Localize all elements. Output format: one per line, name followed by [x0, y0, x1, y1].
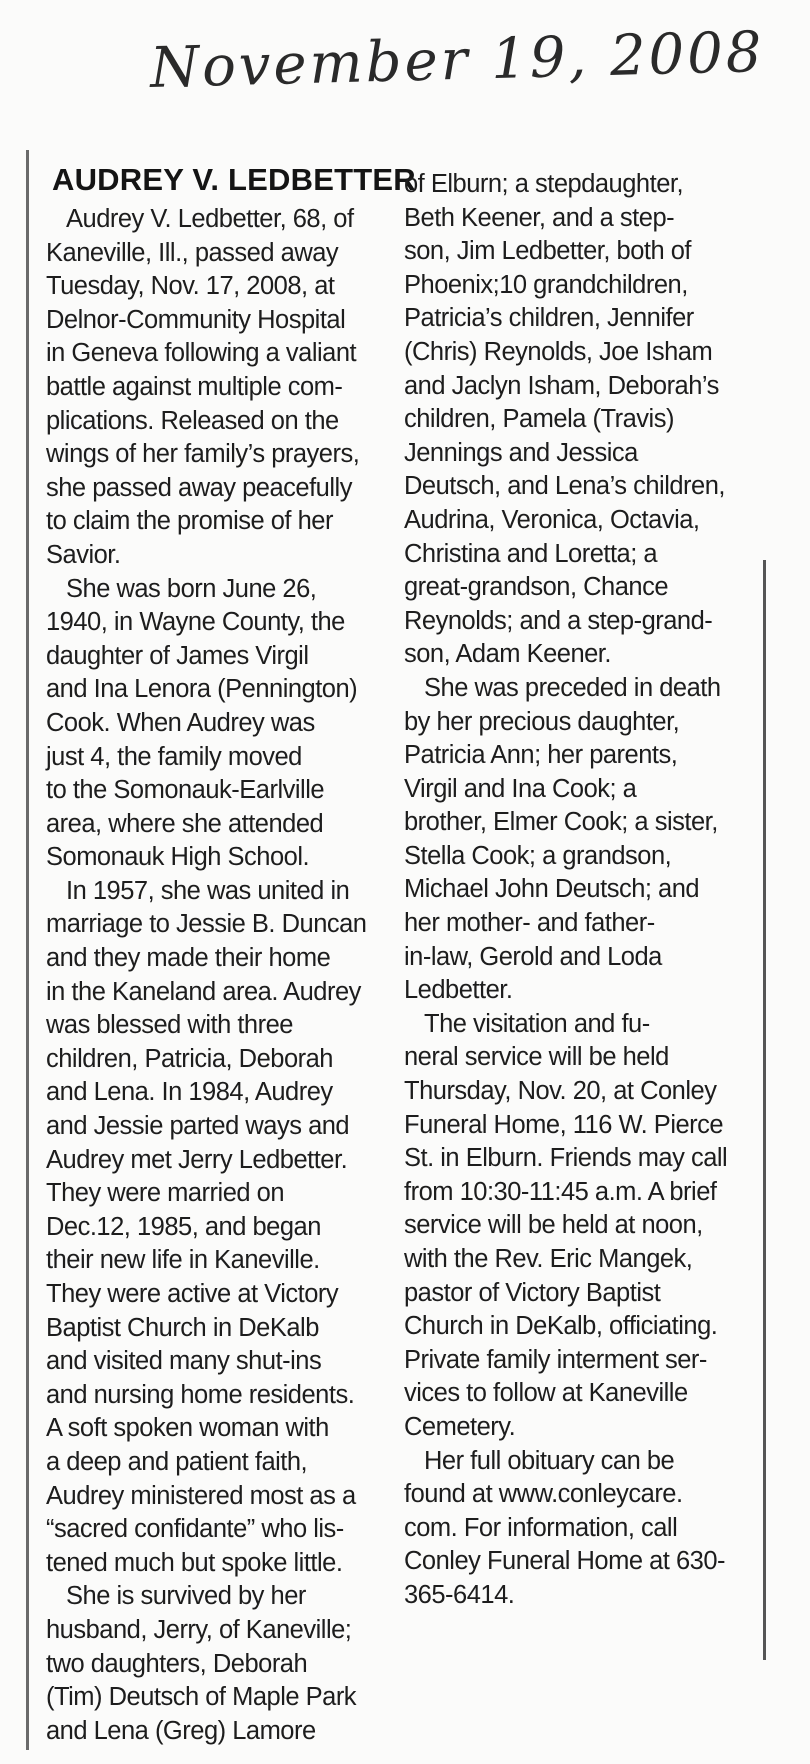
- text-line: Delnor-Community Hospital: [46, 305, 346, 334]
- text-line: Phoenix;10 grandchildren,: [404, 270, 688, 299]
- text-line: Audrey V. Ledbetter, 68, of: [66, 205, 354, 233]
- text-line: she passed away peacefully: [46, 473, 352, 502]
- text-line: Her full obituary can be: [424, 1446, 675, 1475]
- text-line: Cook. When Audrey was: [46, 708, 315, 737]
- text-line: in the Kaneland area. Audrey: [46, 977, 361, 1006]
- text-line: “sacred confidante” who lis-: [46, 1515, 344, 1544]
- text-line: Funeral Home, 116 W. Pierce: [404, 1110, 724, 1139]
- text-line: from 10:30-11:45 a.m. A brief: [404, 1177, 717, 1206]
- text-line: In 1957, she was united in: [66, 876, 350, 905]
- text-line: just 4, the family moved: [46, 742, 302, 771]
- text-line: in-law, Gerold and Loda: [404, 942, 662, 971]
- text-line: Ledbetter.: [404, 976, 513, 1005]
- text-line: to claim the promise of her: [46, 507, 333, 536]
- text-line: A soft spoken woman with: [46, 1414, 329, 1443]
- text-line: Cemetery.: [404, 1412, 516, 1441]
- text-line: in Geneva following a valiant: [46, 339, 357, 368]
- text-line: son, Adam Keener.: [404, 640, 611, 669]
- text-line: She is survived by her: [66, 1582, 306, 1611]
- text-line: battle against multiple com-: [46, 372, 343, 401]
- text-line: two daughters, Deborah: [46, 1649, 308, 1678]
- text-line: found at www.conleycare.: [404, 1480, 683, 1509]
- text-line: pastor of Victory Baptist: [404, 1278, 661, 1307]
- text-line: a deep and patient faith,: [46, 1447, 308, 1476]
- text-line: son, Jim Ledbetter, both of: [404, 237, 692, 266]
- text-line: (Tim) Deutsch of Maple Park: [46, 1683, 357, 1712]
- text-line: children, Pamela (Travis): [404, 405, 674, 434]
- text-line: Audrey met Jerry Ledbetter.: [46, 1145, 348, 1174]
- text-line: brother, Elmer Cook; a sister,: [404, 808, 718, 837]
- text-line: Christina and Loretta; a: [404, 539, 658, 568]
- text-line: Audrey ministered most as a: [46, 1481, 356, 1510]
- text-line: Reynolds; and a step-grand-: [404, 606, 713, 635]
- text-line: Jennings and Jessica: [404, 438, 638, 467]
- text-line: They were married on: [46, 1179, 285, 1208]
- text-line: daughter of James Virgil: [46, 641, 309, 670]
- text-line: Church in DeKalb, officiating.: [404, 1312, 718, 1341]
- text-line: Somonauk High School.: [46, 843, 310, 872]
- text-line: tened much but spoke little.: [46, 1548, 343, 1577]
- text-line: wings of her family’s prayers,: [46, 440, 360, 469]
- text-line: She was born June 26,: [66, 574, 317, 603]
- text-line: Conley Funeral Home at 630-: [404, 1547, 726, 1576]
- text-line: their new life in Kaneville.: [46, 1246, 320, 1275]
- text-line: Stella Cook; a grandson,: [404, 841, 672, 870]
- text-line: service will be held at noon,: [404, 1211, 703, 1240]
- text-line: Baptist Church in DeKalb: [46, 1313, 319, 1342]
- text-line: Dec.12, 1985, and began: [46, 1212, 321, 1241]
- text-line: She was preceded in death: [424, 673, 721, 702]
- text-line: and Jaclyn Isham, Deborah’s: [404, 371, 719, 400]
- right-text-column: [404, 168, 774, 1613]
- text-line: plications. Released on the: [46, 406, 339, 435]
- text-line: marriage to Jessie B. Duncan: [46, 910, 367, 939]
- text-line: Patricia Ann; her parents,: [404, 741, 678, 770]
- text-line: Patricia’s children, Jennifer: [404, 304, 694, 333]
- text-line: Private family interment ser-: [404, 1345, 707, 1374]
- left-text-column: [46, 203, 391, 1748]
- text-line: (Chris) Reynolds, Joe Isham: [404, 337, 713, 366]
- text-line: and Lena. In 1984, Audrey: [46, 1078, 333, 1107]
- text-line: Deutsch, and Lena’s children,: [404, 472, 725, 501]
- text-line: children, Patricia, Deborah: [46, 1044, 333, 1073]
- text-line: and Lena (Greg) Lamore: [46, 1716, 316, 1745]
- text-line: Kaneville, Ill., passed away: [46, 238, 339, 267]
- text-line: and Jessie parted ways and: [46, 1112, 350, 1141]
- text-line: The visitation and fu-: [424, 1009, 650, 1038]
- left-column-rule: [26, 150, 29, 1750]
- text-line: husband, Jerry, of Kaneville;: [46, 1615, 352, 1644]
- text-line: Beth Keener, and a step-: [404, 203, 675, 232]
- text-line: area, where she attended: [46, 809, 324, 838]
- text-line: Thursday, Nov. 20, at Conley: [404, 1077, 717, 1106]
- text-line: and visited many shut-ins: [46, 1347, 322, 1376]
- text-line: Audrina, Veronica, Octavia,: [404, 505, 700, 534]
- text-line: her mother- and father-: [404, 909, 655, 938]
- text-line: neral service will be held: [404, 1043, 669, 1072]
- text-line: 365-6414.: [404, 1580, 515, 1609]
- handwritten-date-annotation: November 19, 2008: [149, 19, 766, 102]
- text-line: vices to follow at Kaneville: [404, 1379, 688, 1408]
- text-line: great-grandson, Chance: [404, 573, 669, 602]
- text-line: Michael John Deutsch; and: [404, 875, 700, 904]
- text-line: by her precious daughter,: [404, 707, 680, 736]
- text-line: and they made their home: [46, 944, 331, 973]
- obituary-headline: AUDREY V. LEDBETTER: [52, 162, 416, 197]
- text-line: St. in Elburn. Friends may call: [404, 1144, 728, 1173]
- text-line: Virgil and Ina Cook; a: [404, 774, 637, 803]
- text-line: was blessed with three: [46, 1011, 293, 1040]
- text-line: of Elburn; a stepdaughter,: [404, 170, 684, 198]
- text-line: to the Somonauk-Earlville: [46, 776, 325, 805]
- text-line: with the Rev. Eric Mangek,: [404, 1245, 693, 1273]
- text-line: They were active at Victory: [46, 1280, 339, 1308]
- text-line: Savior.: [46, 540, 121, 569]
- text-line: Tuesday, Nov. 17, 2008, at: [46, 272, 335, 301]
- text-line: and nursing home residents.: [46, 1380, 355, 1409]
- text-line: and Ina Lenora (Pennington): [46, 675, 358, 704]
- text-line: com. For information, call: [404, 1513, 678, 1542]
- text-line: 1940, in Wayne County, the: [46, 608, 345, 637]
